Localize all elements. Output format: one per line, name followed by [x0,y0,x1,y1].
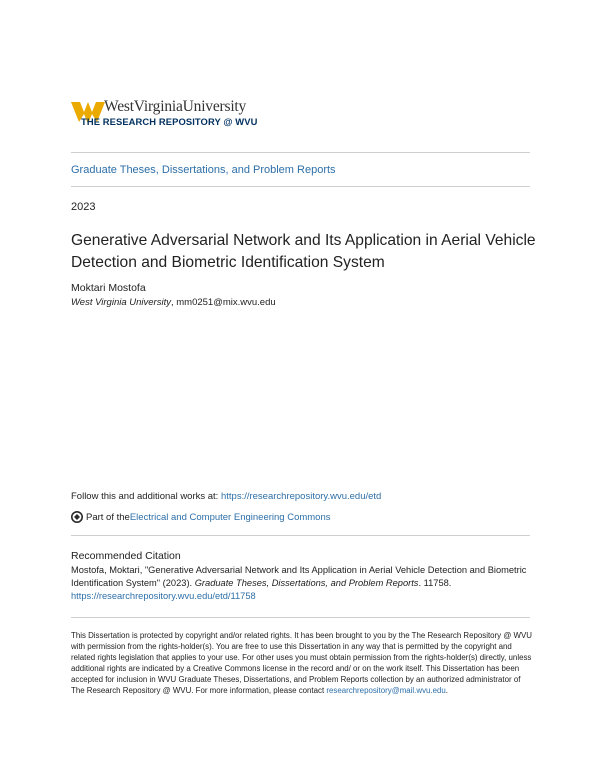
document-title: Generative Adversarial Network and Its Application in Aerial Vehicle Detection and Biometric Identification System [71,232,536,271]
divider-citation [71,535,530,536]
author-name: Moktari Mostofa [71,282,146,294]
citation-number: . 11758. [418,578,452,589]
logo-name: WestVirginiaUniversity [104,98,247,115]
follow-link[interactable]: https://researchrepository.wvu.edu/etd [220,491,382,502]
publication-year: 2023 [71,201,96,213]
contact-email-link[interactable]: researchrepository@mail.wvu.edu [326,686,446,696]
author-email: , mm0251@mix.wvu.edu [170,297,276,308]
author-affiliation [71,297,276,308]
commons-link[interactable]: Electrical and Computer Engineering Commons [129,511,331,523]
repository-logo[interactable] [71,98,281,134]
part-of-label: Part of the [86,511,130,523]
citation-heading: Recommended Citation [71,550,181,562]
follow-label: Follow this and additional works at: [71,491,221,502]
notice-end: . [445,686,448,696]
follow-line [71,491,381,502]
commons-network-icon [71,511,83,523]
rights-notice [71,630,533,697]
series-link[interactable]: Graduate Theses, Dissertations, and Problem Reports [71,164,336,176]
divider-notice [71,617,530,618]
notice-text: This Dissertation is protected by copyright and/or related rights. It has been brought to you by the The Research Repository @ WVU with permission from the rights-holder(s). You are free to use this Dissertation in any way that is permitted by the copyright and related rights legislation that applies to your use. For other uses you must obtain permission from the rights-holder(s) directly, unless additional rights are indicated by a Creative Commons license in the record and/ or on the work itself. This Dissertation has been accepted for inclusion in WVU Graduate Theses, Dissertations, and Problem Reports collection by an authorized administrator of The Research Repository @ WVU. For more information, please contact [71,631,532,696]
logo-subtitle: THE RESEARCH REPOSITORY @ WVU [81,116,258,127]
divider-series [71,186,530,187]
affiliation-name: West Virginia University [71,297,171,308]
citation-body: Mostofa, Moktari, "Generative Adversarial Network and Its Application in Aerial Vehicle Detection and Biometric Identification System" (2023). [71,565,527,589]
citation-text [71,564,531,604]
divider-top [71,152,530,153]
citation-link[interactable]: https://researchrepository.wvu.edu/etd/11758 [71,591,256,602]
citation-series: Graduate Theses, Dissertations, and Problem Reports [194,578,419,589]
part-of-line [71,511,331,523]
